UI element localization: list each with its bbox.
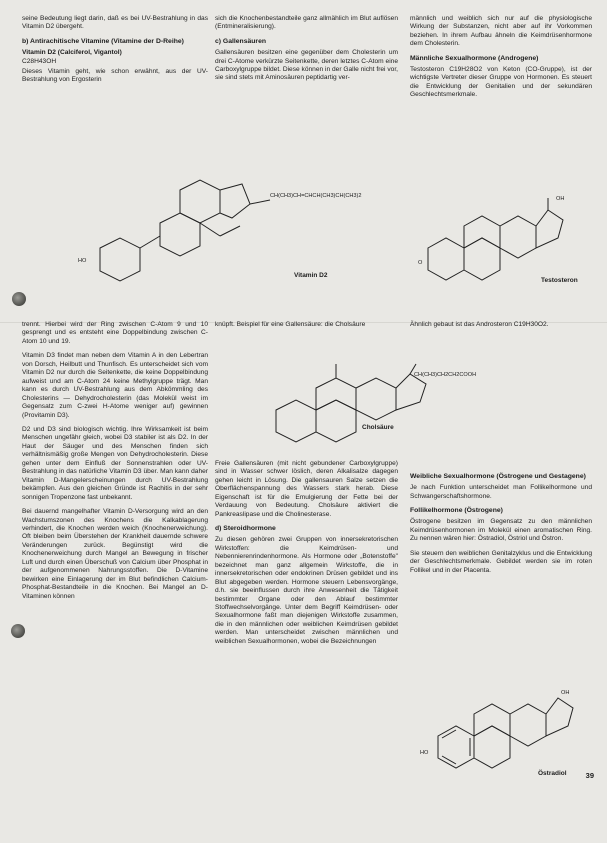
section-heading: d) Steroidhormone [215,525,276,533]
hydroxyl-label: HO [78,258,87,264]
paragraph: Freie Gallensäuren (mit nicht gebundener Carboxylgruppe) sind in Wasser schwer löslich, deren Alkalisalze dagegen gehen leicht in Lösung. Die gallensauren Salze setzen die Oberflächenspannung des Wassers stark herab. Diese Eigenschaft ist für die Emulgierung der Fette bei der Verdauung von Bedeutung. Cholsäure aktiviert die Pankreaslipase und die Cholinesterase. [215,460,398,518]
paragraph: Bei dauernd mangelhafter Vitamin D-Versorgung wird an den Wachstumszonen des Knochens die Kalkablagerung verhindert, die Knochen werden weich (Knochenerweichung). Oft bleiben beim Überstehen der Krankheit dauernde schwere Veränderungen zurück. Begünstigt wird die Knochenerweichung durch Mangel an Bewegung in frischer Luft und durch einen Überschuß von Calcium über Phosphat in der aufgenommenen Nahrungsstoffen. Die D-Vitamine bewirken eine Einlagerung der im Blut befindlichen Calcium-Phosphat-Bestandteile in die Knochen. Bei Mangel an D-Vitaminen können [22,508,208,600]
paragraph: knüpft. Beispiel für eine Gallensäure: die Cholsäure [215,321,366,328]
paragraph: seine Bedeutung liegt darin, daß es bei UV-Bestrahlung in das Vitamin D2 übergeht. [22,15,208,31]
testosterone-caption: Testosteron [541,277,578,284]
paragraph: Zu diesen gehören zwei Gruppen von innersekretorischen Wirkstoffen: die Keimdrüsen- und Nebennierenrindenhormone. Als Hormone oder „Botenstoffe" bezeichnet man ganz allgemein Wirkstoffe, die in innersekretorischen oder endokrinen Drüsen gebildet und ins Blut abgegeben werden. Hormone steuern Lebensvorgänge, d.h. sie beeinflussen durch ihre Anwesenheit die Tätigkeit bestimmter Organe oder den Ablauf bestimmter Stoffwechselvorgänge. Unter dem Begriff Keimdrüsen- oder Sexualhormone faßt man diejenigen Wirkstoffe zusammen, die in den männlichen oder weiblichen Keimdrüsen gebildet werden. Man unterscheidet zwischen männlichen und weiblichen Sexualhormonen, wobei die Bezeichnungen [215,536,398,645]
paragraph: Testosteron C19H28O2 von Keton (CO-Gruppe), ist der wichtigste Vertreter dieser Gruppe von Hormonen. Es steuert die Entwicklung der Genitalien und der sekundären Geschlechtsmerkmale. [410,66,592,99]
bottom-column-2 [215,460,398,652]
paragraph: Östrogene besitzen im Gegensatz zu den männlichen Keimdrüsenhormonen im Molekül einen aromatischen Ring. Zu nennen wären hier: Östradiol, Östriol und Östron. [410,518,592,543]
paragraph: Gallensäuren besitzen eine gegenüber dem Cholesterin um drei C-Atome verkürzte Seitenkette, deren letztes C-Atom eine Carboxylgruppe bildet. Diese können in der Galle nicht frei vor, sie sind stets mit Aminosäuren peptidartig ver- [215,49,398,82]
paragraph: Ähnlich gebaut ist das Androsteron C19H30O2. [410,321,549,328]
keto-label: O [418,260,423,266]
section-heading: Weibliche Sexualhormone (Östrogene und Gestagene) [410,473,586,480]
hydroxyl-label: OH [556,196,565,202]
punch-hole-top [12,292,26,306]
top-column-3 [410,15,592,106]
top-column-1 [22,15,208,91]
hydroxyl-label: HO [420,750,429,756]
bottom-column-1 [22,321,208,607]
bottom-column-3-top [410,321,592,335]
paragraph: männlich und weiblich sich nur auf die physiologische Wirkung der Substanzen, nicht aber auf ihr Vorkommen beziehen. In ihrem Aufbau ähneln die Keimdrüsenhormone dem Cholesterin. [410,15,592,48]
section-heading: Männliche Sexualhormone (Androgene) [410,54,539,62]
paragraph: Vitamin D3 findet man neben dem Vitamin A in den Lebertran von Dorsch, Heilbutt und Thunfisch. Es unterscheidet sich vom Vitamin D2 nur durch die Seitenkette, die keine Doppelbindung aufweist und am C-Atom 24 keine Methylgruppe trägt. Man kann es durch UV-Bestrahlung aus dem Abkömmling des Cholesterins — Dehydrocholesterin (das Molekül weist im Gegensatz zum C-zwei H-Atome weniger auf) gewinnen (Provitamin D3). [22,352,208,419]
vitamin-d2-caption: Vitamin D2 [294,272,328,279]
paragraph: Dieses Vitamin geht, wie schon erwähnt, aus der UV-Bestrahlung von Ergosterin [22,68,208,84]
top-column-2 [215,15,398,89]
page-number: 39 [585,771,594,780]
side-chain-label: CH(CH3)CH=CHCH(CH3)CH(CH3)2 [270,193,362,199]
estradiol-caption: Östradiol [538,770,567,777]
paragraph: Sie steuern den weiblichen Genitalzyklus und die Entwicklung der Geschlechtsmerkmale. Gebildet werden sie im roten Follikel und in der Placenta. [410,549,592,574]
section-heading: c) Gallensäuren [215,37,266,45]
paragraph: Je nach Funktion unterscheidet man Follikelhormone und Schwangerschaftshormone. [410,484,592,500]
cholic-acid-caption: Cholsäure [362,424,394,431]
paragraph: D2 und D3 sind biologisch wichtig. Ihre Wirksamkeit ist beim Menschen ungefähr gleich, wobei D3 stabiler ist als D2. In der Haut der Säuger und des Menschen finden sich verhältnismäßig große Mengen von Dehydrocholesterin. Diese gehen unter dem Einfluß der Sonnenstrahlen oder UV-Bestrahlung in das natürliche Vitamin D3 über. Man kann daher Vitamin D-Mangelerscheinungen durch UV-Bestrahlung bekämpfen. Aus den gleichen Gründe ist Rachitis in der sehr sonnigen Tropenzone fast unbekannt. [22,425,208,501]
paragraph: sich die Knochenbestandteile ganz allmählich im Blut auflösen (Entmineralisierung). [215,15,398,31]
bottom-column-2-top [215,321,398,335]
formula: C28H43OH [22,57,57,65]
subheading: Vitamin D2 (Calciferol, Vigantol) [22,49,122,57]
estradiol-structure [420,676,580,776]
side-chain-label: CH(CH3)CH2CH2COOH [414,372,477,378]
hydroxyl-label: OH [561,690,570,696]
section-heading: Follikelhormone (Östrogene) [410,507,503,515]
bottom-column-3 [410,468,592,581]
paragraph: trennt. Hierbei wird der Ring zwischen C-Atom 9 und 10 gesprengt und es entsteht eine Doppelbindung zwischen C-Atom 10 und 19. [22,321,208,345]
testosterone-structure [418,190,578,290]
punch-hole-bottom [11,624,25,638]
section-heading: b) Antirachitische Vitamine (Vitamine der D-Reihe) [22,37,184,45]
cholic-acid-structure [256,352,477,450]
